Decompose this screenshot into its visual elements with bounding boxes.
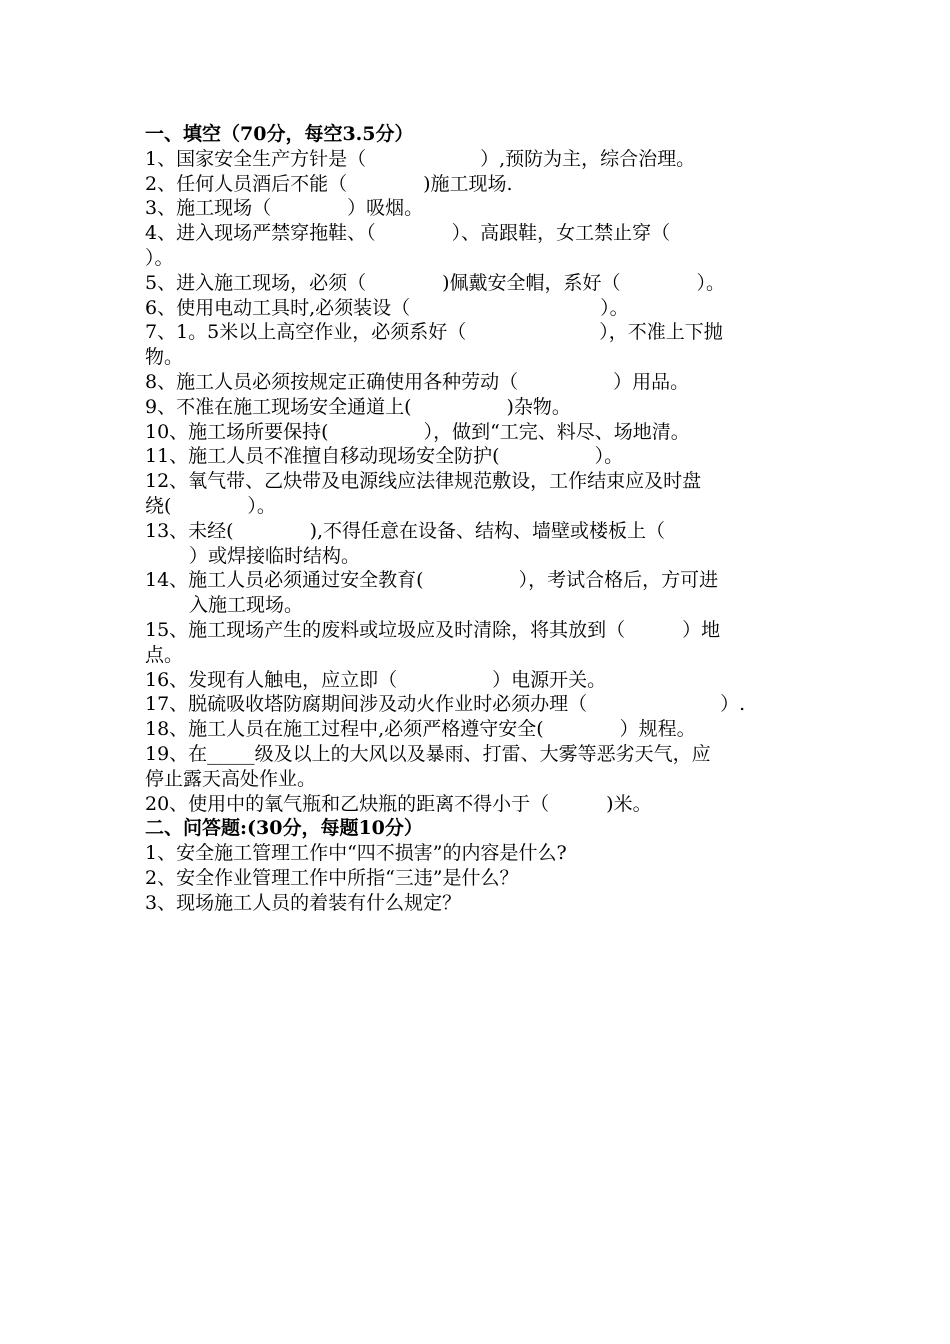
exam-content <box>145 122 807 916</box>
question-8: 8、施工人员必须按规定正确使用各种劳动（ ）用品。 <box>145 370 690 393</box>
question-6: 6、使用电动工具时,必须装设（ ）。 <box>145 296 629 319</box>
question-19-continued: 停止露天高处作业。 <box>145 767 317 790</box>
question-16: 16、发现有人触电，应立即（ ）电源开关。 <box>145 668 607 691</box>
question-12: 12、氧气带、乙炔带及电源线应法律规范敷设，工作结束应及时盘 <box>145 470 702 493</box>
question-14-continued: 入施工现场。 <box>189 594 304 617</box>
question-11: 11、施工人员不准擅自移动现场安全防护( ）。 <box>145 445 624 468</box>
question-17: 17、脱硫吸收塔防腐期间涉及动火作业时必须办理（ ）. <box>145 693 746 716</box>
question-20: 20、使用中的氧气瓶和乙炔瓶的距离不得小于（ )米。 <box>145 792 652 815</box>
section-heading-fill-in-blank: 一、填空（70分，每空3.5分） <box>145 123 414 145</box>
short-answer-3: 3、现场施工人员的着装有什么规定？ <box>145 891 462 914</box>
question-13-continued: ）或焊接临时结构。 <box>189 544 361 567</box>
question-12-continued: 绕( ）。 <box>145 494 276 517</box>
question-10: 10、施工场所要保持( ），做到“工完、料尽、场地清。 <box>145 420 690 443</box>
question-9: 9、不准在施工现场安全通道上( )杂物。 <box>145 395 571 418</box>
question-19: 19、在_____级及以上的大风以及暴雨、打雷、大雾等恶劣天气，应 <box>145 742 711 765</box>
section-heading-short-answer: 二、问答题:(30分，每题10分） <box>145 817 423 840</box>
question-7: 7、1。5米以上高空作业，必须系好（ ），不准上下抛 <box>145 321 723 344</box>
question-15-continued: 点。 <box>145 643 184 666</box>
question-15: 15、施工现场产生的废料或垃圾应及时清除，将其放到（ ）地 <box>145 618 721 641</box>
question-4: 4、进入现场严禁穿拖鞋、（ ）、高跟鞋，女工禁止穿（ <box>145 222 671 245</box>
question-5: 5、进入施工现场，必须（ )佩戴安全帽，系好（ ）。 <box>145 271 726 294</box>
question-7-continued: 物。 <box>145 346 184 369</box>
question-14: 14、施工人员必须通过安全教育( ），考试合格后，方可进 <box>145 569 719 592</box>
question-3: 3、施工现场（ ）吸烟。 <box>145 197 424 220</box>
short-answer-1: 1、安全施工管理工作中“四不损害”的内容是什么? <box>145 842 567 865</box>
short-answer-2: 2、安全作业管理工作中所指“三违”是什么？ <box>145 866 519 889</box>
question-13: 13、未经( ),不得任意在设备、结构、墙壁或楼板上（ <box>145 519 666 542</box>
question-1: 1、国家安全生产方针是（ ）,预防为主，综合治理。 <box>145 147 696 170</box>
question-4-continued: ）。 <box>145 246 174 269</box>
question-18: 18、施工人员在施工过程中,必须严格遵守安全( ）规程。 <box>145 718 696 741</box>
question-2: 2、任何人员酒后不能（ )施工现场. <box>145 172 513 195</box>
